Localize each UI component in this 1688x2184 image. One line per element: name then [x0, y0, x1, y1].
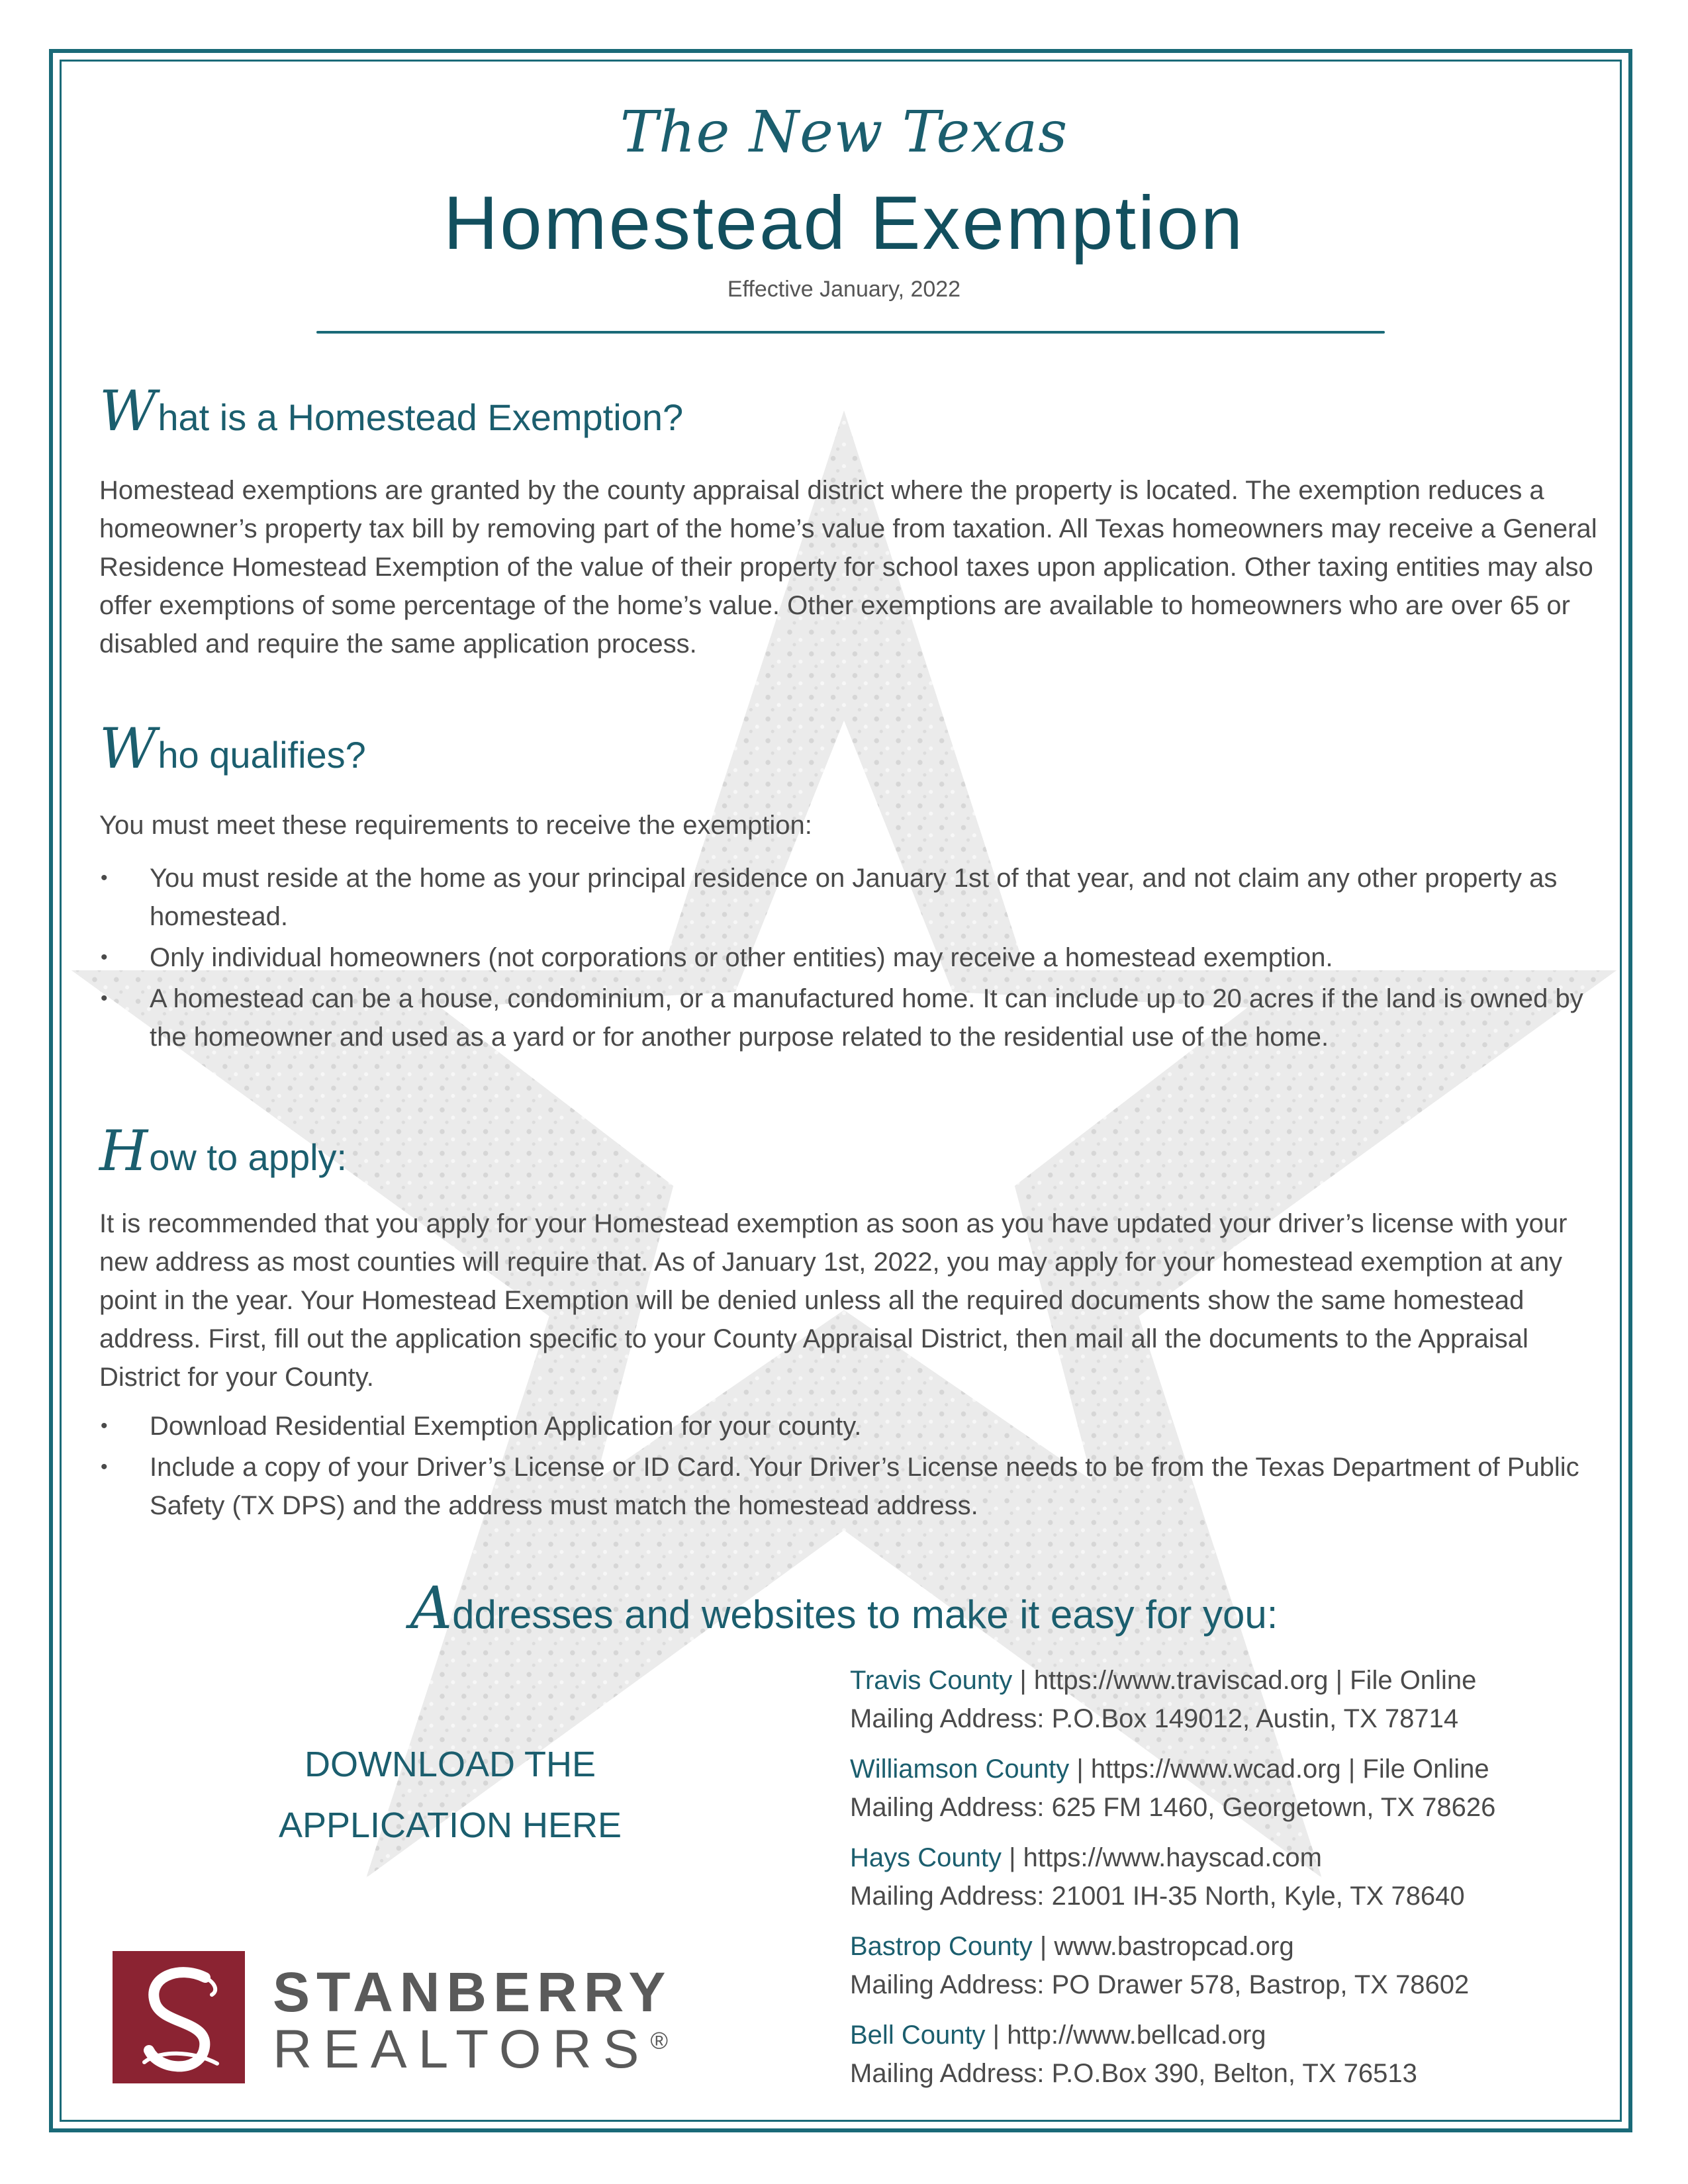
- county-entry-hays: Hays County | https://www.hayscad.com Mailing Address: 21001 IH-35 North, Kyle, TX 78640: [850, 1839, 1611, 1927]
- county-website-link[interactable]: https://www.traviscad.org: [1033, 1666, 1329, 1695]
- how-to-apply-paragraph: It is recommended that you apply for your Homestead exemption as soon as you have updated your driver’s license with your new address as most counties will require that. As of January 1st, 2022, you may apply for your homestead exemption at any point in the year. Your Homestead Exemption will be denied unless all the required documents show the same homestead address. First, fill out the application specific to your County Appraisal District, then mail all the documents to the Appraisal District for your County.: [99, 1209, 1568, 1392]
- heading-what-is-initial: W: [99, 379, 157, 443]
- file-online-link[interactable]: File Online: [1350, 1666, 1477, 1695]
- list-item: • Include a copy of your Driver’s License or ID Card. Your Driver’s License needs to be from the Texas Department of Public Safety (TX DPS) and the address must match the homestead address.: [99, 1448, 1602, 1525]
- county-website-link[interactable]: https://www.hayscad.com: [1023, 1843, 1322, 1872]
- county-name: Travis County: [850, 1666, 1013, 1695]
- county-mailing-address: Mailing Address: 21001 IH-35 North, Kyle, TX 78640: [850, 1882, 1465, 1911]
- county-name: Bell County: [850, 2021, 986, 2050]
- effective-date: Effective January, 2022: [727, 277, 961, 302]
- county-mailing-address: Mailing Address: PO Drawer 578, Bastrop, TX 78602: [850, 1970, 1470, 1999]
- county-website-link[interactable]: http://www.bellcad.org: [1007, 2021, 1266, 2050]
- heading-who-qualifies-text: ho qualifies?: [158, 734, 366, 776]
- county-entry-williamson: Williamson County | https://www.wcad.org | File Online Mailing Address: 625 FM 1460, Georgetown, TX 78626: [850, 1750, 1611, 1839]
- stanberry-realtors-logo: [113, 1951, 673, 2083]
- list-item: • Download Residential Exemption Application for your county.: [99, 1407, 1602, 1445]
- county-entry-bell: Bell County | http://www.bellcad.org Mailing Address: P.O.Box 390, Belton, TX 76513: [850, 2016, 1611, 2105]
- logo-word-stanberry: STANBERRY: [273, 1961, 673, 2023]
- county-website-link[interactable]: www.bastropcad.org: [1054, 1932, 1294, 1961]
- how-to-apply-list: [99, 1407, 1602, 1527]
- heading-how-to-apply-initial: H: [99, 1118, 148, 1183]
- county-mailing-address: Mailing Address: P.O.Box 390, Belton, TX 76513: [850, 2059, 1417, 2088]
- heading-who-qualifies-initial: W: [99, 716, 157, 781]
- county-mailing-address: Mailing Address: 625 FM 1460, Georgetown, TX 78626: [850, 1793, 1496, 1822]
- addresses-heading-initial: A: [410, 1574, 453, 1642]
- county-entry-bastrop: Bastrop County | www.bastropcad.org Mailing Address: PO Drawer 578, Bastrop, TX 78602: [850, 1927, 1611, 2016]
- registered-mark: ®: [650, 2026, 668, 2054]
- county-name: Hays County: [850, 1843, 1002, 1872]
- download-application-link[interactable]: [252, 1734, 649, 1856]
- heading-what-is-text: hat is a Homestead Exemption?: [158, 396, 684, 438]
- header-divider: [316, 331, 1385, 334]
- county-name: Bastrop County: [850, 1932, 1033, 1961]
- county-list: [850, 1661, 1611, 2105]
- list-item: • Only individual homeowners (not corporations or other entities) may receive a homestead exemption.: [99, 938, 1602, 977]
- county-mailing-address: Mailing Address: P.O.Box 149012, Austin, TX 78714: [850, 1704, 1459, 1733]
- heading-how-to-apply: [99, 1118, 347, 1183]
- heading-what-is: [99, 379, 683, 443]
- county-entry-travis: Travis County | https://www.traviscad.org | File Online Mailing Address: P.O.Box 149012, Austin, TX 78714: [850, 1661, 1611, 1750]
- heading-how-to-apply-text: ow to apply:: [149, 1136, 348, 1178]
- addresses-heading-text: ddresses and websites to make it easy for you:: [452, 1592, 1278, 1637]
- logo-realtors-text: REALTORS: [273, 2019, 651, 2079]
- logo-word-realtors: [273, 2019, 668, 2081]
- download-line-1: DOWNLOAD THE: [304, 1745, 596, 1784]
- addresses-heading: [0, 1574, 1688, 1642]
- header-script-title: The New Texas: [620, 99, 1068, 165]
- county-website-link[interactable]: https://www.wcad.org: [1090, 1754, 1341, 1784]
- page-title: Homestead Exemption: [443, 181, 1245, 265]
- what-is-paragraph: Homestead exemptions are granted by the county appraisal district where the property is located. The exemption reduces a homeowner’s property tax bill by removing part of the home’s value from taxation. All Texas homeowners may receive a General Residence Homestead Exemption of the value of their property for school taxes upon application. Other taxing entities may also offer exemptions of some percentage of the home’s value. Other exemptions are available to homeowners who are over 65 or disabled and require the same application process.: [99, 476, 1597, 659]
- download-line-2: APPLICATION HERE: [278, 1805, 622, 1845]
- logo-s-monogram-icon: [113, 1951, 245, 2083]
- heading-who-qualifies: [99, 716, 366, 781]
- file-online-link[interactable]: File Online: [1362, 1754, 1489, 1784]
- logo-monogram-box: [113, 1951, 245, 2083]
- who-qualifies-list: [99, 859, 1602, 1059]
- list-item: • A homestead can be a house, condominium, or a manufactured home. It can include up to 20 acres if the land is owned by the homeowner and used as a yard or for another purpose related to the residential use of the home.: [99, 979, 1602, 1056]
- who-qualifies-intro: You must meet these requirements to receive the exemption:: [99, 811, 812, 840]
- list-item: • You must reside at the home as your principal residence on January 1st of that year, and not claim any other property as homestead.: [99, 859, 1602, 936]
- county-name: Williamson County: [850, 1754, 1070, 1784]
